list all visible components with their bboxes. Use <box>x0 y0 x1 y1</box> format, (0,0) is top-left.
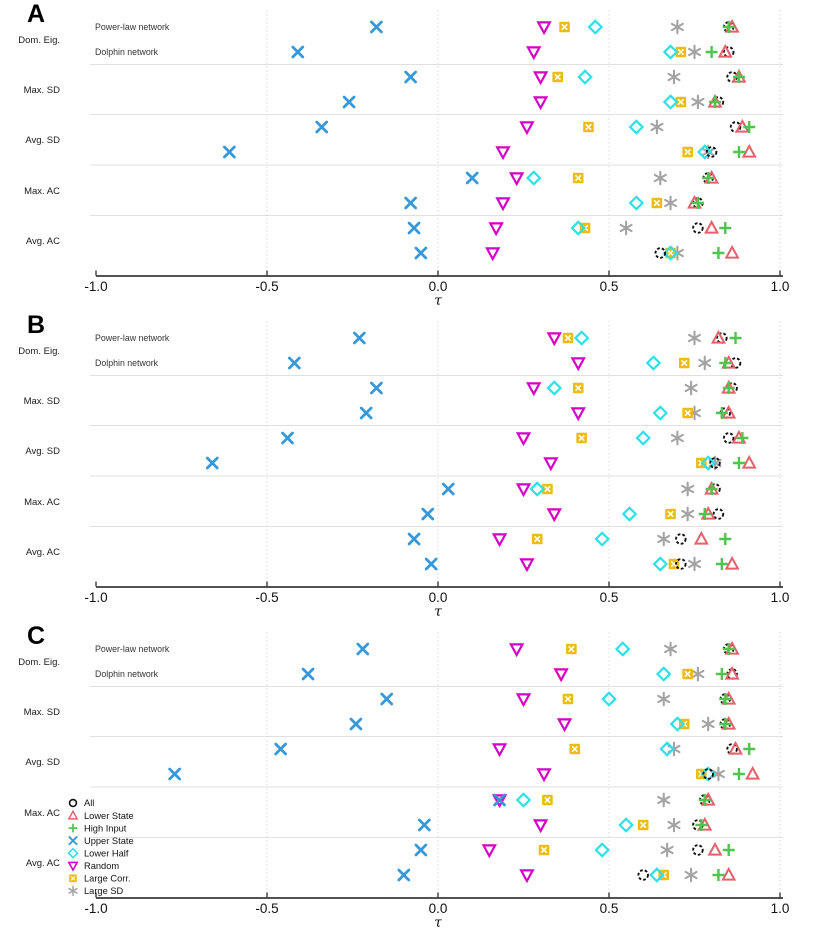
metric-label: Avg. SD <box>25 757 60 768</box>
network-label: Dolphin network <box>95 358 159 368</box>
marker-large-corr <box>573 383 584 394</box>
x-tick-label: -1.0 <box>84 901 108 916</box>
metric-label: Avg. SD <box>25 135 60 146</box>
panel-letter: B <box>27 311 46 339</box>
metric-label: Max. AC <box>24 497 60 508</box>
marker-large-corr <box>539 845 550 856</box>
x-tick-label: 1.0 <box>770 279 790 294</box>
legend-label-random: Random <box>84 860 120 871</box>
x-tick-label: 1.0 <box>770 590 790 605</box>
metric-label: Max. AC <box>24 808 60 819</box>
x-tick-label: -0.5 <box>255 590 279 605</box>
legend-label-upper-state: Upper State <box>84 835 134 846</box>
panel-letter: A <box>27 0 46 28</box>
network-label: Dolphin network <box>95 669 159 679</box>
legend-label-large-sd: Large SD <box>84 886 124 897</box>
x-tick-label: 0.5 <box>599 901 619 916</box>
x-tick-label: 1.0 <box>770 901 790 916</box>
network-label: Power-law network <box>95 22 170 32</box>
x-tick-label: 0.0 <box>428 279 448 294</box>
x-tick-label: -1.0 <box>84 590 108 605</box>
metric-label: Max. SD <box>23 85 60 96</box>
x-tick-label: -1.0 <box>84 279 108 294</box>
metric-label: Dom. Eig. <box>18 35 60 46</box>
legend-label-all: All <box>84 798 95 809</box>
metric-label: Avg. AC <box>25 236 60 247</box>
network-label: Power-law network <box>95 333 170 343</box>
metric-label: Max. AC <box>24 186 60 197</box>
marker-large-corr <box>576 433 587 444</box>
metric-label: Avg. AC <box>25 858 60 869</box>
network-label: Power-law network <box>95 644 170 654</box>
x-axis-title: τ <box>434 604 442 620</box>
legend-label-large-corr: Large Corr. <box>84 873 131 884</box>
marker-large-corr <box>563 333 574 344</box>
metric-label: Max. SD <box>23 396 60 407</box>
marker-large-corr <box>566 644 577 655</box>
panel-letter: C <box>27 622 46 650</box>
x-tick-label: 0.5 <box>599 279 619 294</box>
x-tick-label: 0.0 <box>428 590 448 605</box>
marker-large-corr <box>665 509 676 520</box>
marker-large-corr <box>532 534 543 545</box>
marker-large-corr <box>573 173 584 184</box>
x-axis-title: τ <box>434 915 442 931</box>
marker-large-corr <box>552 72 563 83</box>
legend-label-lower-state: Lower State <box>84 810 134 821</box>
x-tick-label: 0.5 <box>599 590 619 605</box>
marker-large-corr <box>559 22 570 33</box>
metric-label: Avg. SD <box>25 446 60 457</box>
x-tick-label: -0.5 <box>255 901 279 916</box>
metric-label: Dom. Eig. <box>18 346 60 357</box>
marker-large-corr <box>583 122 594 133</box>
legend-label-lower-half: Lower Half <box>84 848 129 859</box>
x-tick-label: -0.5 <box>255 279 279 294</box>
metric-label: Max. SD <box>23 707 60 718</box>
marker-large-corr <box>682 669 693 680</box>
marker-large-corr <box>638 820 649 831</box>
marker-large-corr <box>682 408 693 419</box>
marker-large-corr <box>570 744 581 755</box>
marker-large-corr <box>682 147 693 158</box>
marker-large-corr <box>652 198 663 209</box>
marker-large-corr <box>563 694 574 705</box>
legend-label-high-input: High Input <box>84 823 127 834</box>
x-tick-label: 0.0 <box>428 901 448 916</box>
metric-label: Dom. Eig. <box>18 657 60 668</box>
network-label: Dolphin network <box>95 47 159 57</box>
marker-large-corr <box>542 795 553 806</box>
legend-icon-large-corr <box>69 874 77 882</box>
metric-label: Avg. AC <box>25 547 60 558</box>
marker-large-corr <box>679 358 690 369</box>
x-axis-title: τ <box>434 293 442 309</box>
